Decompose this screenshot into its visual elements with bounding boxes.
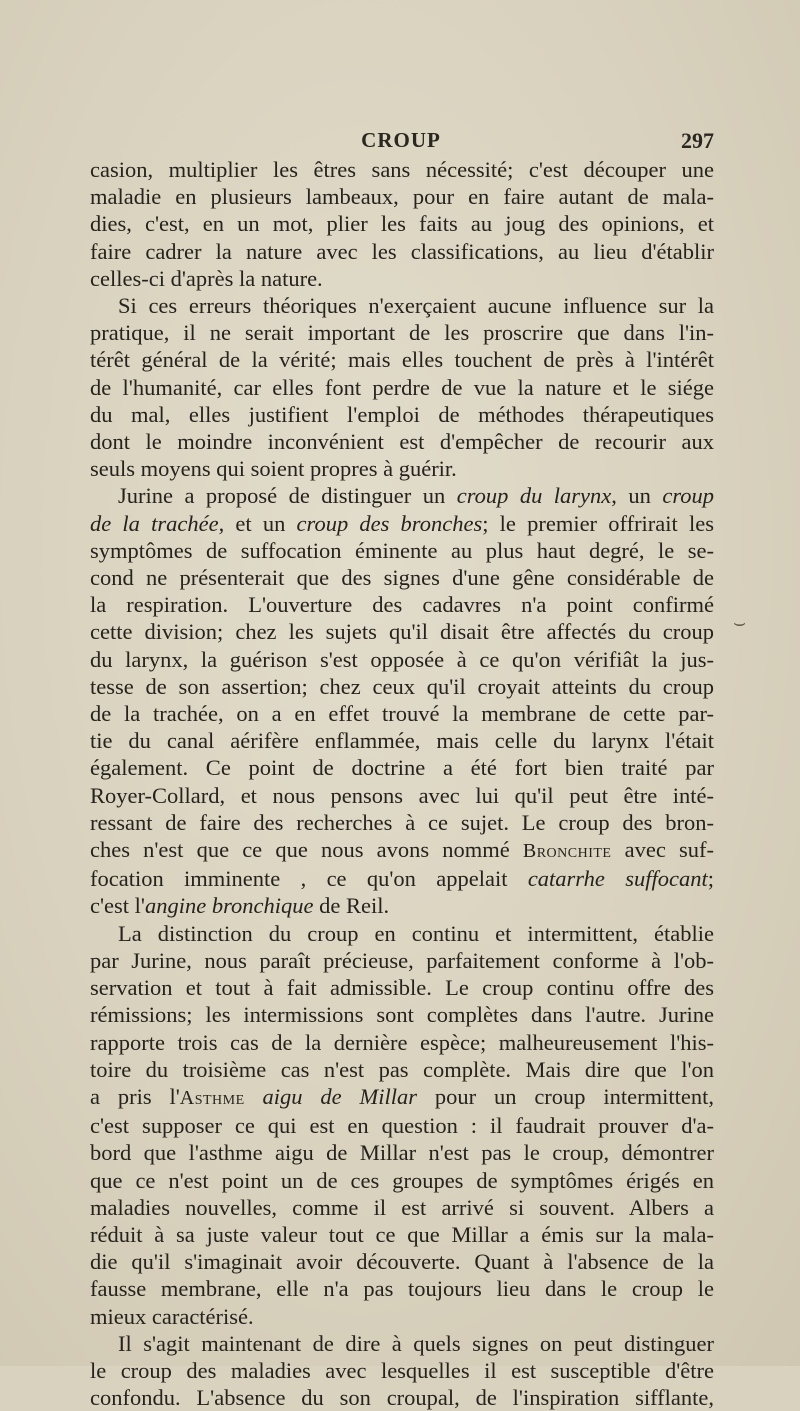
text-line: servation et tout à fait admissible. Le croup continu offre des [90, 975, 714, 1001]
text-line: Jurine a proposé de distinguer un croup du larynx, un croup [118, 483, 715, 509]
text-line: rapporte trois cas de la dernière espèce; malheureusement l'his- [90, 1029, 714, 1055]
body-text [90, 156, 714, 1411]
text-line: la respiration. L'ouverture des cadavres n'a point confirmé [90, 592, 714, 618]
text-line: Royer-Collard, et nous pensons avec lui qu'il peut être inté- [90, 782, 714, 808]
page-header [88, 128, 714, 158]
page-number: 297 [681, 128, 714, 153]
text-line: dont le moindre inconvénient est d'empêcher de recourir aux [90, 429, 714, 455]
text-line: tie du canal aérifère enflammée, mais celle du larynx l'était [90, 728, 714, 754]
text-line: symptômes de suffocation éminente au plus haut degré, le se- [90, 537, 714, 563]
text-line: casion, multiplier les êtres sans nécessité; c'est découper une [90, 157, 714, 182]
text-line: que ce n'est point un de ces groupes de symptômes érigés en [90, 1167, 714, 1193]
text-line: du larynx, la guérison s'est opposée à ce qu'on vérifiât la jus- [90, 646, 714, 672]
text-line: ressant de faire des recherches à ce sujet. Le croup des bron- [90, 809, 714, 835]
text-line: également. Ce point de doctrine a été fort bien traité par [90, 755, 714, 781]
paragraphs-1-2 [90, 156, 714, 482]
text-line: par Jurine, nous paraît précieuse, parfaitement conforme à l'ob- [90, 947, 714, 973]
text-line: térêt général de la vérité; mais elles touchent de près à l'intérêt [90, 347, 714, 373]
text-line: c'est l'angine bronchique de Reil. [90, 893, 390, 919]
text-line: rémissions; les intermissions sont complètes dans l'autre. Jurine [90, 1002, 714, 1028]
text-line: du mal, elles justifient l'emploi de méthodes thérapeutiques [90, 401, 714, 427]
text-line: ches n'est que ce que nous avons nommé Bronchite avec suf- [90, 837, 714, 863]
text-line: dies, c'est, en un mot, plier les faits au joug des opinions, et [90, 211, 714, 237]
text-line: de la trachée, et un croup des bronches; le premier offrirait les [90, 510, 714, 536]
margin-bracket-mark: ⌣ [733, 610, 747, 634]
running-title: CROUP [361, 128, 441, 152]
paragraph-croup-classification [90, 482, 714, 919]
paragraph-croup-intermittent [90, 920, 714, 1330]
text-line: de l'humanité, car elles font perdre de vue la nature et le siége [90, 374, 714, 400]
text-line: le croup des maladies avec lesquelles il est susceptible d'être [90, 1357, 714, 1383]
text-line: c'est supposer ce qui est en question : il faudrait prouver d'a- [90, 1113, 714, 1139]
paragraph-diagnosis [90, 1330, 714, 1411]
text-line: tesse de son assertion; chez ceux qu'il croyait atteints du croup [90, 673, 714, 699]
text-line: maladies nouvelles, comme il est arrivé si souvent. Albers a [90, 1194, 714, 1220]
text-line: bord que l'asthme aigu de Millar n'est pas le croup, démontrer [90, 1140, 714, 1166]
text-line: confondu. L'absence du son croupal, de l'inspiration sifflante, [90, 1385, 714, 1411]
text-line: die qu'il s'imaginait avoir découverte. Quant à l'absence de la [90, 1249, 714, 1275]
text-line: Il s'agit maintenant de dire à quels signes on peut distinguer [118, 1330, 714, 1356]
text-line: toire du troisième cas n'est pas complète. Mais dire que l'on [90, 1056, 714, 1082]
text-line: réduit à sa juste valeur tout ce que Millar a émis sur la mala- [90, 1221, 714, 1247]
text-line: faire cadrer la nature avec les classifications, au lieu d'établir [90, 238, 714, 264]
text-line: Si ces erreurs théoriques n'exerçaient aucune influence sur la [118, 293, 714, 319]
text-line: de la trachée, on a en effet trouvé la membrane de cette par- [90, 701, 714, 727]
text-line: focation imminente , ce qu'on appelait catarrhe suffocant; [90, 866, 714, 892]
text-line: cette division; chez les sujets qu'il disait être affectés du croup [90, 619, 714, 645]
text-line: mieux caractérisé. [90, 1303, 254, 1329]
text-line: maladie en plusieurs lambeaux, pour en faire autant de mala- [90, 184, 714, 210]
text-line: seuls moyens qui soient propres à guérir. [90, 456, 457, 482]
text-line: La distinction du croup en continu et intermittent, établie [118, 920, 714, 946]
text-line: a pris l'Asthme aigu de Millar pour un croup intermittent, [90, 1083, 715, 1109]
text-line: fausse membrane, elle n'a pas toujours lieu dans le croup le [90, 1276, 714, 1302]
text-line: cond ne présenterait que des signes d'une gêne considérable de [90, 565, 714, 591]
text-line: pratique, il ne serait important de les proscrire que dans l'in- [90, 320, 714, 346]
text-line: celles-ci d'après la nature. [90, 265, 323, 291]
